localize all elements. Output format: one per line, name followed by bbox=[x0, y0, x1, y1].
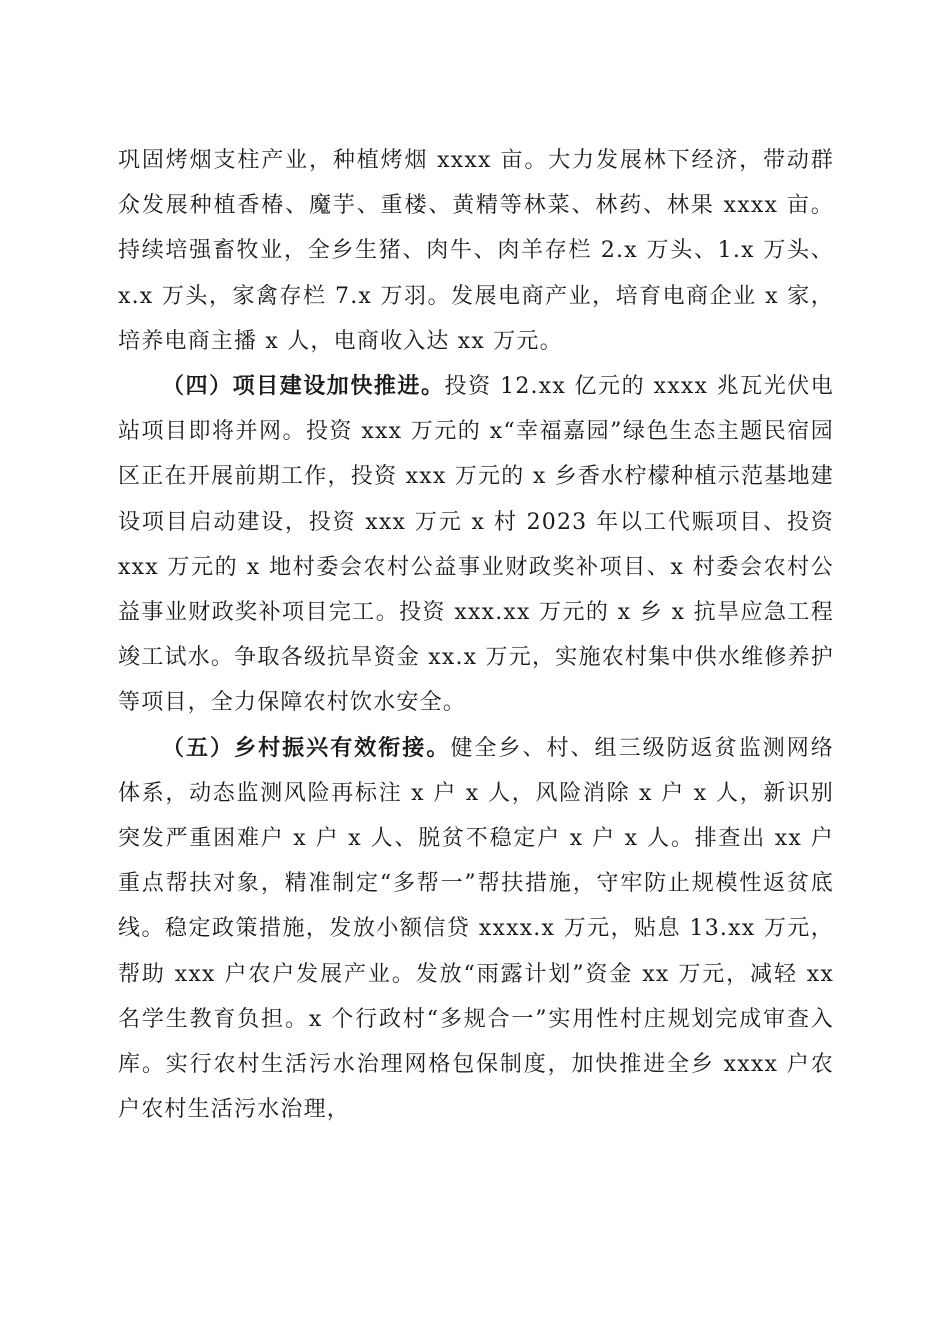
body-text bbox=[118, 138, 834, 1132]
paragraph-project-construction bbox=[118, 364, 834, 726]
section-heading: （五）乡村振兴有效衔接。 bbox=[162, 734, 451, 761]
paragraph-text: 投资 12.xx 亿元的 xxxx 兆瓦光伏电站项目即将并网。投资 xxx 万元的 x“幸福嘉园”绿色生态主题民宿园区正在开展前期工作，投资 xxx 万元的 x 乡香水柠檬种植示范基地建设项目启动建设，投资 xxx 万元 x 村 2023 年以工代赈项目、投资 xxx 万元的 x 地村委会农村公益事业财政奖补项目、x 村委会农村公益事业财政奖补项目完工。投资 xxx.xx 万元的 x 乡 x 抗旱应急工程竣工试水。争取各级抗旱资金 xx.x 万元，实施农村集中供水维修养护等项目，全力保障农村饮水安全。 bbox=[118, 374, 834, 716]
section-heading: （四）项目建设加快推进。 bbox=[162, 373, 445, 400]
paragraph-text: 健全乡、村、组三级防返贫监测网络体系，动态监测风险再标注 x 户 x 人，风险消除 x 户 x 人，新识别突发严重困难户 x 户 x 人、脱贫不稳定户 x 户 x 人。排查出 xx 户重点帮扶对象，精准制定“多帮一”帮扶措施，守牢防止规模性返贫底线。稳定政策措施，发放小额信贷 xxxx.x 万元，贴息 13.xx 万元，帮助 xxx 户农户发展产业。发放“雨露计划”资金 xx 万元，减轻 xx 名学生教育负担。x 个行政村“多规合一”实用性村庄规划完成审查入库。实行农村生活污水治理网格包保制度，加快推进全乡 xxxx 户农户农村生活污水治理， bbox=[118, 735, 834, 1123]
paragraph-industry bbox=[118, 138, 834, 364]
paragraph-text: 巩固烤烟支柱产业，种植烤烟 xxxx 亩。大力发展林下经济，带动群众发展种植香椿、魔芋、重楼、黄精等林菜、林药、林果 xxxx 亩。持续培强畜牧业，全乡生猪、肉牛、肉羊存栏 2.x 万头、1.x 万头、x.x 万头，家禽存栏 7.x 万羽。发展电商产业，培育电商企业 x 家，培养电商主播 x 人，电商收入达 xx 万元。 bbox=[118, 148, 834, 354]
paragraph-rural-revitalization bbox=[118, 726, 834, 1133]
